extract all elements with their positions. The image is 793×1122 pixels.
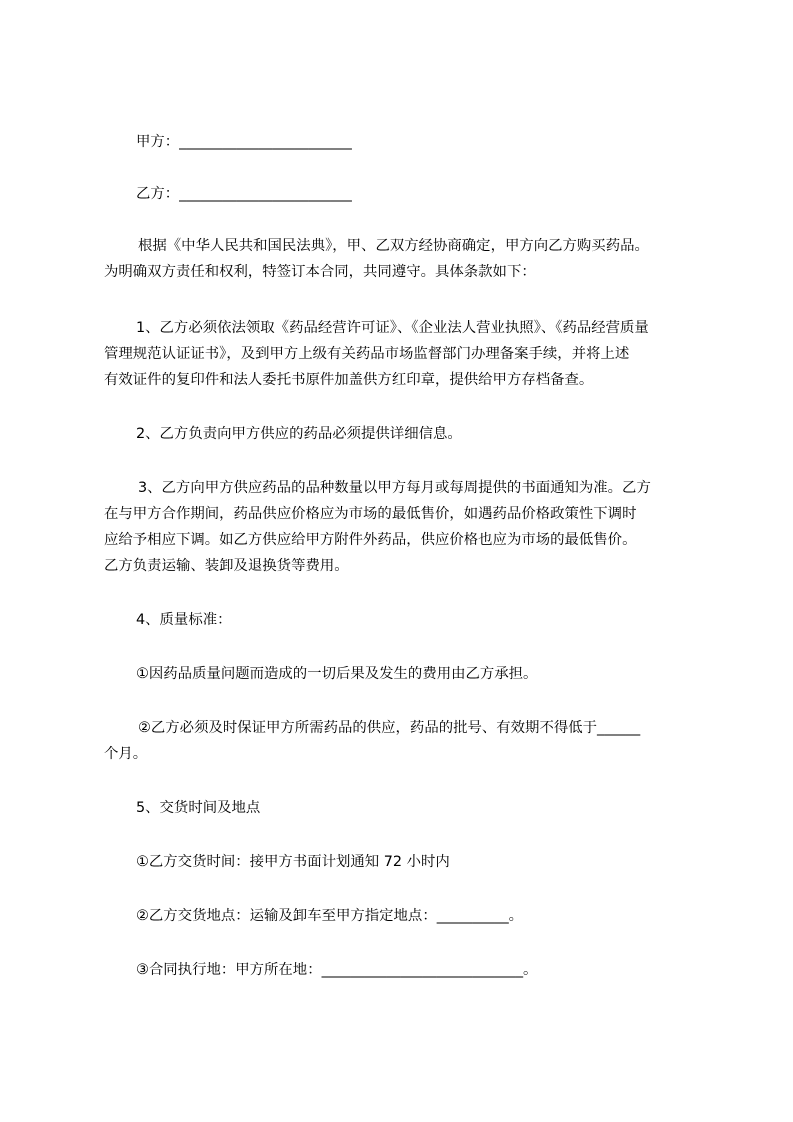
clause-2: 2、乙方负责向甲方供应的药品必须提供详细信息。 (136, 426, 462, 442)
clause-4-item-2-line-2: 个月。 (104, 746, 148, 762)
clause-1-line-3: 有效证件的复印件和法人委托书原件加盖供方红印章，提供给甲方存档备查。 (104, 372, 594, 388)
clause-4-title: 4、质量标准： (136, 612, 232, 628)
clause-4-item-2-line-1: ②乙方必须及时保证甲方所需药品的供应，药品的批号、有效期不得低于______ (138, 720, 641, 736)
clause-3-line-4: 乙方负责运输、装卸及退换货等费用。 (104, 558, 349, 574)
clause-3-line-1: 3、乙方向甲方供应药品的品种数量以甲方每月或每周提供的书面通知为准。乙方 (138, 480, 651, 496)
intro-line-2: 为明确双方责任和权利，特签订本合同，共同遵守。具体条款如下： (104, 264, 536, 280)
clause-5-item-1: ①乙方交货时间：接甲方书面计划通知 72 小时内 (136, 854, 450, 870)
party-a-line: 甲方：________________________ (136, 134, 352, 150)
clause-3-line-3: 应给予相应下调。如乙方供应给甲方附件外药品，供应价格也应为市场的最低售价。 (104, 532, 637, 548)
clause-5-title: 5、交货时间及地点 (136, 800, 261, 816)
clause-3-line-2: 在与甲方合作期间，药品供应价格应为市场的最低售价，如遇药品价格政策性下调时 (104, 506, 637, 522)
clause-1-line-1: 1、乙方必须依法领取《药品经营许可证》、《企业法人营业执照》、《药品经营质量 (136, 320, 649, 336)
clause-5-item-3: ③合同执行地：甲方所在地：____________________________。 (136, 962, 538, 978)
clause-5-item-2: ②乙方交货地点：运输及卸车至甲方指定地点：__________。 (136, 908, 524, 924)
party-b-line: 乙方：________________________ (136, 186, 352, 202)
clause-1-line-2: 管理规范认证证书》，及到甲方上级有关药品市场监督部门办理备案手续，并将上述 (104, 346, 630, 362)
clause-4-item-1: ①因药品质量问题而造成的一切后果及发生的费用由乙方承担。 (136, 666, 538, 682)
intro-line-1: 根据《中华人民共和国民法典》，甲、乙双方经协商确定，甲方向乙方购买药品。 (138, 238, 649, 254)
